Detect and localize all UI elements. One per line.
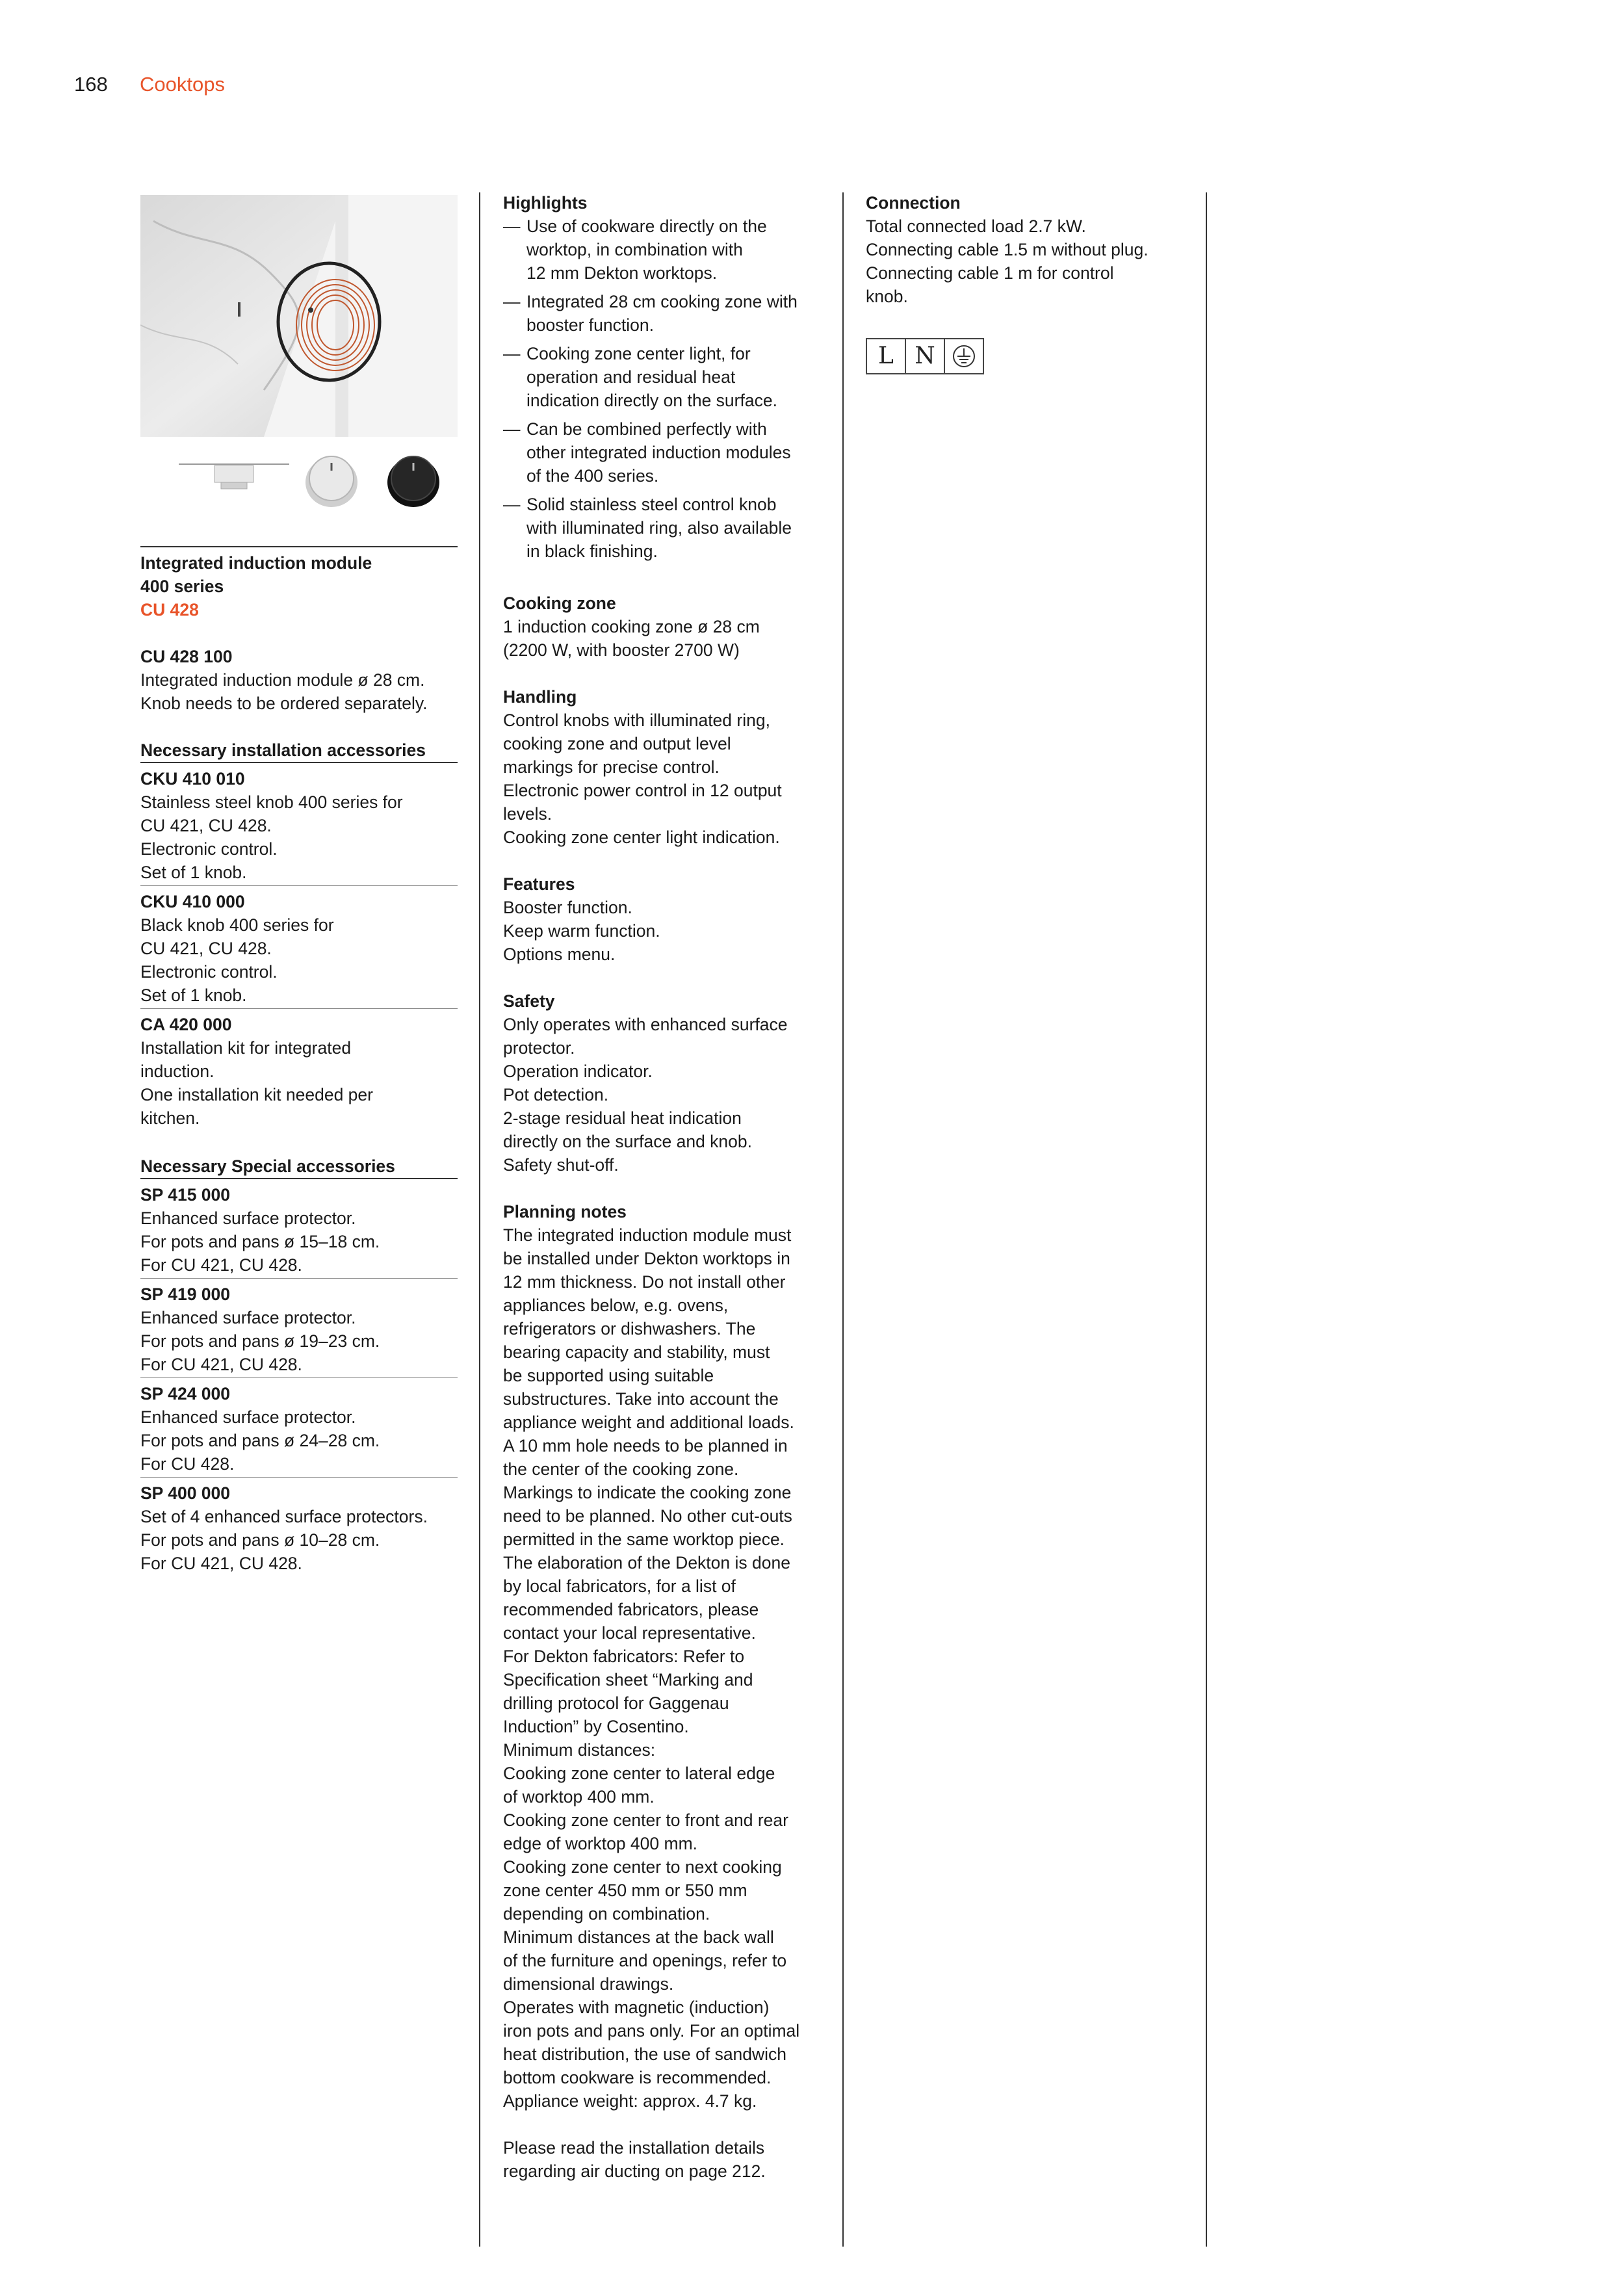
- planning-line: Cooking zone center to next cooking: [503, 1857, 782, 1877]
- accessory-line: Set of 4 enhanced surface protectors.: [140, 1507, 428, 1526]
- accessory-code: SP 415 000: [140, 1185, 231, 1205]
- accessory-line: For pots and pans ø 19–23 cm.: [140, 1331, 380, 1351]
- accessory-entry: [140, 763, 458, 885]
- stainless-knob-icon: [300, 449, 363, 511]
- planning-line: 12 mm thickness. Do not install other: [503, 1272, 786, 1292]
- black-knob-icon: [382, 449, 445, 511]
- handling-line: levels.: [503, 804, 552, 824]
- planning-line: contact your local representative.: [503, 1623, 756, 1643]
- column-divider: [842, 192, 844, 2247]
- highlight-line: Use of cookware directly on the: [526, 216, 767, 236]
- special-accessory-entry: [140, 1179, 458, 1278]
- highlight-dash: —: [503, 216, 521, 236]
- planning-footer-line: regarding air ducting on page 212.: [503, 2161, 766, 2181]
- safety-title: Safety: [503, 991, 555, 1011]
- handling-line: Electronic power control in 12 output: [503, 781, 782, 800]
- connection-title: Connection: [866, 193, 961, 213]
- accessory-line: induction.: [140, 1062, 214, 1081]
- planning-line: be supported using suitable: [503, 1366, 714, 1385]
- product-column: [140, 546, 458, 1576]
- planning-line: Operates with magnetic (induction): [503, 1998, 770, 2017]
- electrical-connection-symbol: [866, 338, 1191, 374]
- accessory-line: Electronic control.: [140, 839, 278, 859]
- planning-line: Markings to indicate the cooking zone: [503, 1483, 792, 1502]
- product-name-line1: Integrated induction module: [140, 553, 372, 573]
- planning-line: recommended fabricators, please: [503, 1600, 759, 1619]
- cooking-zone-line: (2200 W, with booster 2700 W): [503, 640, 740, 660]
- accessory-line: One installation kit needed per: [140, 1085, 373, 1104]
- planning-line: permitted in the same worktop piece.: [503, 1530, 785, 1549]
- product-photo: [140, 195, 458, 437]
- features-title: Features: [503, 874, 575, 894]
- accessory-code: CA 420 000: [140, 1015, 232, 1034]
- planning-line: Appliance weight: approx. 4.7 kg.: [503, 2091, 757, 2111]
- variant-line: Integrated induction module ø 28 cm.: [140, 670, 425, 690]
- accessory-line: kitchen.: [140, 1108, 200, 1128]
- planning-line: by local fabricators, for a list of: [503, 1576, 736, 1596]
- accessory-entry: [140, 886, 458, 1008]
- planning-line: Induction” by Cosentino.: [503, 1717, 689, 1736]
- planning-line: heat distribution, the use of sandwich: [503, 2044, 787, 2064]
- features-line: Options menu.: [503, 945, 616, 964]
- safety-line: 2-stage residual heat indication: [503, 1108, 742, 1128]
- planning-line: the center of the cooking zone.: [503, 1459, 739, 1479]
- handling-line: Control knobs with illuminated ring,: [503, 711, 770, 730]
- accessory-line: Black knob 400 series for: [140, 915, 334, 935]
- accessory-code: SP 424 000: [140, 1384, 231, 1403]
- accessory-code: SP 400 000: [140, 1483, 231, 1503]
- planning-line: of worktop 400 mm.: [503, 1787, 655, 1807]
- accessory-line: Electronic control.: [140, 962, 278, 982]
- planning-line: bearing capacity and stability, must: [503, 1342, 770, 1362]
- special-accessory-entry: [140, 1279, 458, 1377]
- handling-line: Cooking zone center light indication.: [503, 828, 780, 847]
- highlight-line: indication directly on the surface.: [526, 391, 777, 410]
- variant-line: Knob needs to be ordered separately.: [140, 694, 428, 713]
- safety-line: Only operates with enhanced surface: [503, 1015, 788, 1034]
- cooktop-scene-image: [140, 195, 458, 437]
- planning-line: refrigerators or dishwashers. The: [503, 1319, 756, 1338]
- accessory-code: CKU 410 000: [140, 892, 245, 911]
- planning-line: Minimum distances at the back wall: [503, 1927, 774, 1947]
- special-accessory-entry: [140, 1478, 458, 1576]
- module-drawing-image: [175, 455, 292, 501]
- product-top-rule: [140, 546, 458, 547]
- module-side-drawing: [175, 455, 292, 501]
- planning-footer-line: Please read the installation details: [503, 2138, 765, 2158]
- features-line: Booster function.: [503, 898, 632, 917]
- accessory-entry: [140, 1009, 458, 1131]
- accessory-code: CKU 410 010: [140, 769, 245, 789]
- ground-icon: [944, 338, 984, 374]
- planning-line: need to be planned. No other cut-outs: [503, 1506, 792, 1526]
- planning-line: Cooking zone center to front and rear: [503, 1810, 788, 1830]
- black-knob-image: [382, 449, 445, 511]
- features-line: Keep warm function.: [503, 921, 660, 941]
- planning-line: edge of worktop 400 mm.: [503, 1834, 698, 1853]
- accessory-line: CU 421, CU 428.: [140, 816, 272, 835]
- highlight-line: operation and residual heat: [526, 367, 736, 387]
- planning-line: depending on combination.: [503, 1904, 710, 1924]
- highlight-item: [503, 215, 828, 285]
- specs-column: [503, 191, 828, 2183]
- product-model: CU 428: [140, 600, 199, 620]
- accessory-line: Set of 1 knob.: [140, 863, 247, 882]
- planning-line: appliance weight and additional loads.: [503, 1413, 794, 1432]
- accessory-line: CU 421, CU 428.: [140, 939, 272, 958]
- highlight-line: Can be combined perfectly with: [526, 419, 767, 439]
- highlight-dash: —: [503, 495, 521, 514]
- section-title: Cooktops: [140, 73, 225, 96]
- special-accessory-entry: [140, 1378, 458, 1477]
- stainless-knob-image: [300, 449, 363, 511]
- highlight-line: booster function.: [526, 315, 654, 335]
- accessory-line: Enhanced surface protector.: [140, 1208, 356, 1228]
- highlight-dash: —: [503, 292, 521, 311]
- installation-accessories-title: Necessary installation accessories: [140, 740, 426, 760]
- planning-notes-title: Planning notes: [503, 1202, 627, 1221]
- safety-line: directly on the surface and knob.: [503, 1132, 753, 1151]
- connection-line: knob.: [866, 287, 908, 306]
- live-terminal-label: L: [866, 338, 905, 374]
- planning-line: Cooking zone center to lateral edge: [503, 1764, 775, 1783]
- planning-line: appliances below, e.g. ovens,: [503, 1296, 729, 1315]
- highlight-line: 12 mm Dekton worktops.: [526, 263, 718, 283]
- special-accessories-title: Necessary Special accessories: [140, 1156, 395, 1176]
- planning-line: zone center 450 mm or 550 mm: [503, 1881, 747, 1900]
- accessory-line: For pots and pans ø 15–18 cm.: [140, 1232, 380, 1251]
- page-number: 168: [74, 73, 108, 96]
- highlight-line: with illuminated ring, also available: [526, 518, 792, 538]
- planning-line: substructures. Take into account the: [503, 1389, 779, 1409]
- highlight-line: in black finishing.: [526, 541, 658, 561]
- planning-line: iron pots and pans only. For an optimal: [503, 2021, 800, 2041]
- highlights-title: Highlights: [503, 193, 588, 213]
- accessory-line: For pots and pans ø 10–28 cm.: [140, 1530, 380, 1550]
- planning-line: A 10 mm hole needs to be planned in: [503, 1436, 788, 1455]
- column-divider: [479, 192, 480, 2247]
- highlight-item: [503, 417, 828, 488]
- handling-title: Handling: [503, 687, 577, 707]
- safety-line: Operation indicator.: [503, 1062, 653, 1081]
- safety-line: protector.: [503, 1038, 575, 1058]
- accessory-line: Stainless steel knob 400 series for: [140, 792, 403, 812]
- accessory-line: For CU 428.: [140, 1454, 235, 1474]
- connection-line: Connecting cable 1 m for control: [866, 263, 1114, 283]
- handling-line: cooking zone and output level: [503, 734, 731, 753]
- planning-line: of the furniture and openings, refer to: [503, 1951, 787, 1970]
- connection-line: Connecting cable 1.5 m without plug.: [866, 240, 1149, 259]
- product-name-line2: 400 series: [140, 577, 224, 596]
- accessory-line: Enhanced surface protector.: [140, 1308, 356, 1327]
- highlight-item: [503, 342, 828, 412]
- variant-code: CU 428 100: [140, 647, 233, 666]
- highlight-dash: —: [503, 344, 521, 363]
- planning-line: drilling protocol for Gaggenau: [503, 1693, 729, 1713]
- cooking-zone-title: Cooking zone: [503, 594, 616, 613]
- cooking-zone-line: 1 induction cooking zone ø 28 cm: [503, 617, 760, 636]
- accessory-line: Installation kit for integrated: [140, 1038, 352, 1058]
- planning-line: The elaboration of the Dekton is done: [503, 1553, 790, 1572]
- accessory-code: SP 419 000: [140, 1285, 231, 1304]
- highlight-line: of the 400 series.: [526, 466, 659, 486]
- handling-line: markings for precise control.: [503, 757, 720, 777]
- accessory-line: For CU 421, CU 428.: [140, 1255, 302, 1275]
- highlight-line: Cooking zone center light, for: [526, 344, 751, 363]
- planning-line: dimensional drawings.: [503, 1974, 674, 1994]
- neutral-terminal-label: N: [905, 338, 944, 374]
- planning-line: The integrated induction module must: [503, 1225, 792, 1245]
- connection-line: Total connected load 2.7 kW.: [866, 216, 1086, 236]
- highlight-item: [503, 493, 828, 563]
- accessory-line: For pots and pans ø 24–28 cm.: [140, 1431, 380, 1450]
- accessory-line: Enhanced surface protector.: [140, 1407, 356, 1427]
- safety-line: Safety shut-off.: [503, 1155, 619, 1175]
- connection-column: [866, 191, 1191, 374]
- highlight-line: Integrated 28 cm cooking zone with: [526, 292, 798, 311]
- planning-line: Minimum distances:: [503, 1740, 656, 1760]
- highlight-line: worktop, in combination with: [526, 240, 743, 259]
- accessory-line: Set of 1 knob.: [140, 985, 247, 1005]
- accessory-line: For CU 421, CU 428.: [140, 1355, 302, 1374]
- column-divider: [1206, 192, 1207, 2247]
- planning-line: For Dekton fabricators: Refer to: [503, 1647, 745, 1666]
- planning-line: be installed under Dekton worktops in: [503, 1249, 790, 1268]
- planning-line: bottom cookware is recommended.: [503, 2068, 772, 2087]
- planning-line: Specification sheet “Marking and: [503, 1670, 753, 1689]
- highlight-dash: —: [503, 419, 521, 439]
- safety-line: Pot detection.: [503, 1085, 609, 1104]
- accessory-line: For CU 421, CU 428.: [140, 1554, 302, 1573]
- highlight-item: [503, 290, 828, 337]
- highlight-line: other integrated induction modules: [526, 443, 791, 462]
- highlight-line: Solid stainless steel control knob: [526, 495, 777, 514]
